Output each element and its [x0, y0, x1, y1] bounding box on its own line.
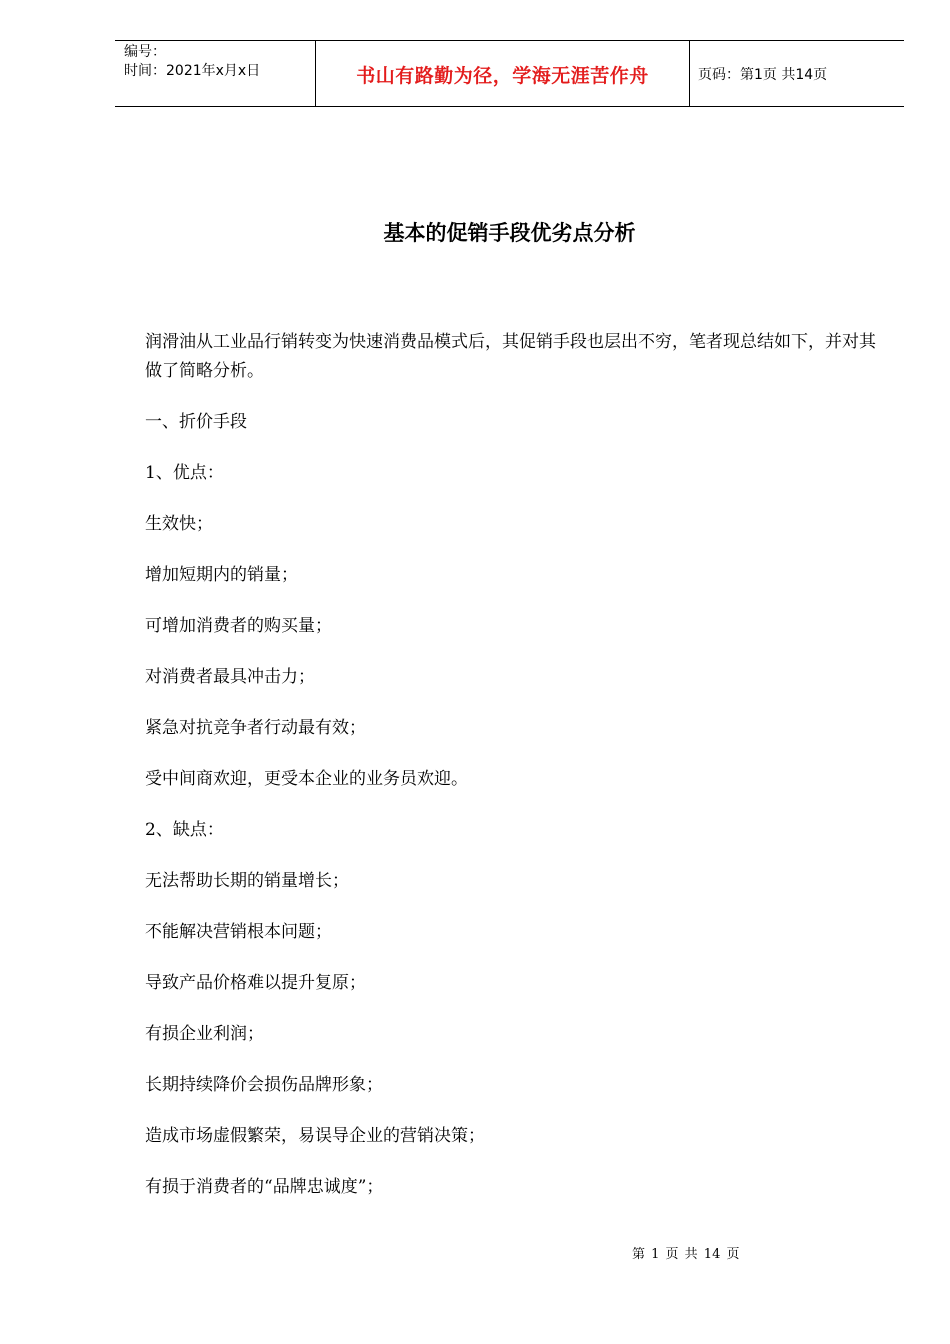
- header-motto: 书山有路勤为径，学海无涯苦作舟: [356, 64, 649, 87]
- header-page-info: 页码：第1页 共14页: [698, 67, 828, 83]
- document-time-label: 时间：2021年x月x日: [124, 63, 261, 79]
- document-body: [145, 328, 885, 1224]
- intro-paragraph: 润滑油从工业品行销转变为快速消费品模式后，其促销手段也层出不穷，笔者现总结如下，并对其做了简略分析。: [145, 332, 876, 381]
- list-item: 受中间商欢迎，更受本企业的业务员欢迎。: [145, 769, 468, 789]
- list-item: 无法帮助长期的销量增长；: [145, 871, 349, 891]
- list-item: 可增加消费者的购买量；: [145, 616, 332, 636]
- list-item: 对消费者最具冲击力；: [145, 667, 315, 687]
- page-footer: 第 1 页 共 14 页: [632, 1247, 740, 1262]
- section-heading: 一、折价手段: [145, 412, 247, 432]
- header-meta-cell: [115, 41, 316, 107]
- header-page-cell: [690, 41, 904, 107]
- list-item: 有损于消费者的“品牌忠诚度”；: [145, 1177, 384, 1197]
- list-item: 长期持续降价会损伤品牌形象；: [145, 1075, 383, 1095]
- list-item: 有损企业利润；: [145, 1024, 264, 1044]
- subsection-heading: 2、缺点：: [145, 820, 224, 840]
- header-motto-cell: [316, 41, 690, 107]
- list-item: 不能解决营销根本问题；: [145, 922, 332, 942]
- document-title: 基本的促销手段优劣点分析: [383, 221, 636, 245]
- list-item: 紧急对抗竞争者行动最有效；: [145, 718, 366, 738]
- list-item: 生效快；: [145, 514, 213, 534]
- document-number-label: 编号：: [124, 44, 166, 60]
- subsection-heading: 1、优点：: [145, 463, 224, 483]
- list-item: 导致产品价格难以提升复原；: [145, 973, 366, 993]
- list-item: 增加短期内的销量；: [145, 565, 298, 585]
- header-table: [115, 40, 904, 107]
- list-item: 造成市场虚假繁荣，易误导企业的营销决策；: [145, 1126, 485, 1146]
